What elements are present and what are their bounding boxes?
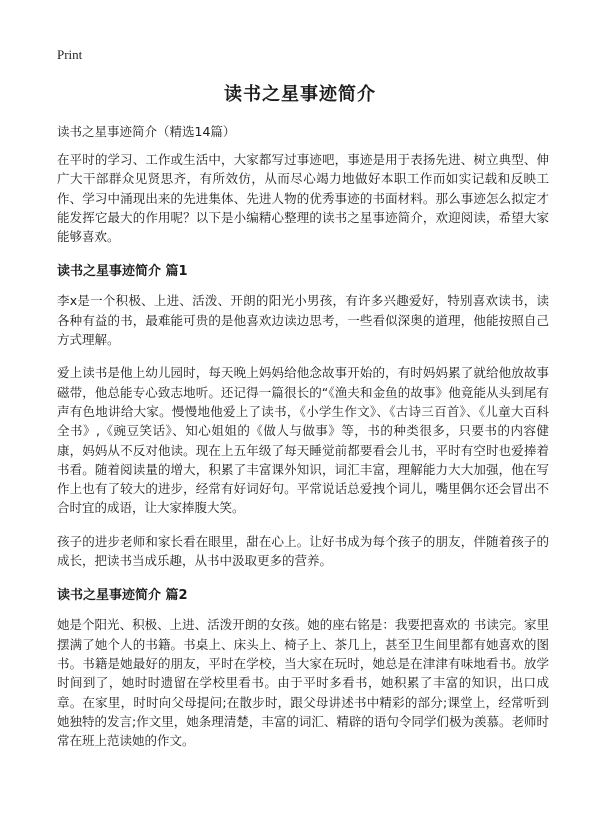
section-2-paragraph-1: 她是个阳光、积极、上进、活泼开朗的女孩。她的座右铭是：我要把喜欢的 书读完。家里摆满了她个人的书籍。书桌上、床头上、椅子上、茶几上，甚至卫生间里都有她喜欢的图书。书籍是她最好的朋友，平时在学校，当大家在玩时，她总是在津津有味地看书。放学时间到了，她时时遗留在学校里看书。由于平时多看书，她积累了丰富的知识，出口成章。在家里，时时向父母提问;在散步时，跟父母讲述书中精彩的部分;课堂上，经常听到她独特的发言;作文里，她条理清楚，丰富的词汇、精辟的语句令同学们极为羡慕。老师时常在班上范读她的作文。 [57, 617, 549, 749]
article-body [57, 150, 549, 764]
section-1-paragraph-3: 孩子的进步老师和家长看在眼里，甜在心上。让好书成为每个孩子的朋友，伴随着孩子的成长，把读书当成乐趣，从书中汲取更多的营养。 [57, 533, 549, 569]
intro-paragraph: 在平时的学习、工作或生活中，大家都写过事迹吧，事迹是用于表扬先进、树立典型、伸广大干部群众见贤思齐，有所效仿，从而尽心竭力地做好本职工作而如实记载和反映工作、学习中涌现出来的先进集体、先进人物的优秀事迹的书面材料。那么事迹怎么拟定才能发挥它最大的作用呢？以下是小编精心整理的读书之星事迹简介，欢迎阅读，希望大家能够喜欢。 [57, 152, 549, 245]
section-heading-1: 读书之星事迹简介 篇1 [57, 264, 188, 280]
section-1-paragraph-1: 李x是一个积极、上进、活泼、开朗的阳光小男孩，有许多兴趣爱好，特别喜欢读书，读各种有益的书，最难能可贵的是他喜欢边读边思考，一些看似深奥的道理，他能按照自己方式理解。 [57, 293, 549, 348]
page-title: 读书之星事迹简介 [224, 84, 376, 105]
section-1-paragraph-2: 爱上读书是他上幼儿园时，每天晚上妈妈给他念故事开始的，有时妈妈累了就给他放故事磁带，他总能专心致志地听。还记得一篇很长的“《渔夫和金鱼的故事》他竟能从头到尾有声有色地讲给大家。慢慢地他爱上了读书，《小学生作文》、《古诗三百首》、《儿童大百科全书》,《豌豆笑话》、知心姐姐的《做人与做事》等，书的种类很多，只要书的内容健康，妈妈从不反对他读。现在上五年级了每天睡觉前都要看会儿书，平时有空时也爱捧着书看。随着阅读量的增大，积累了丰富课外知识，词汇丰富，理解能力大大加强，他在写作上也有了较大的进步，经常有好词好句。平常说话总爱拽个词儿，嘴里偶尔还会冒出不合时宜的成语，让大家捧腹大笑。 [57, 365, 549, 516]
print-link[interactable]: Print [57, 47, 83, 62]
section-heading-2: 读书之星事迹简介 篇2 [57, 588, 188, 604]
document-subtitle: 读书之星事迹简介（精选14篇） [57, 124, 236, 139]
